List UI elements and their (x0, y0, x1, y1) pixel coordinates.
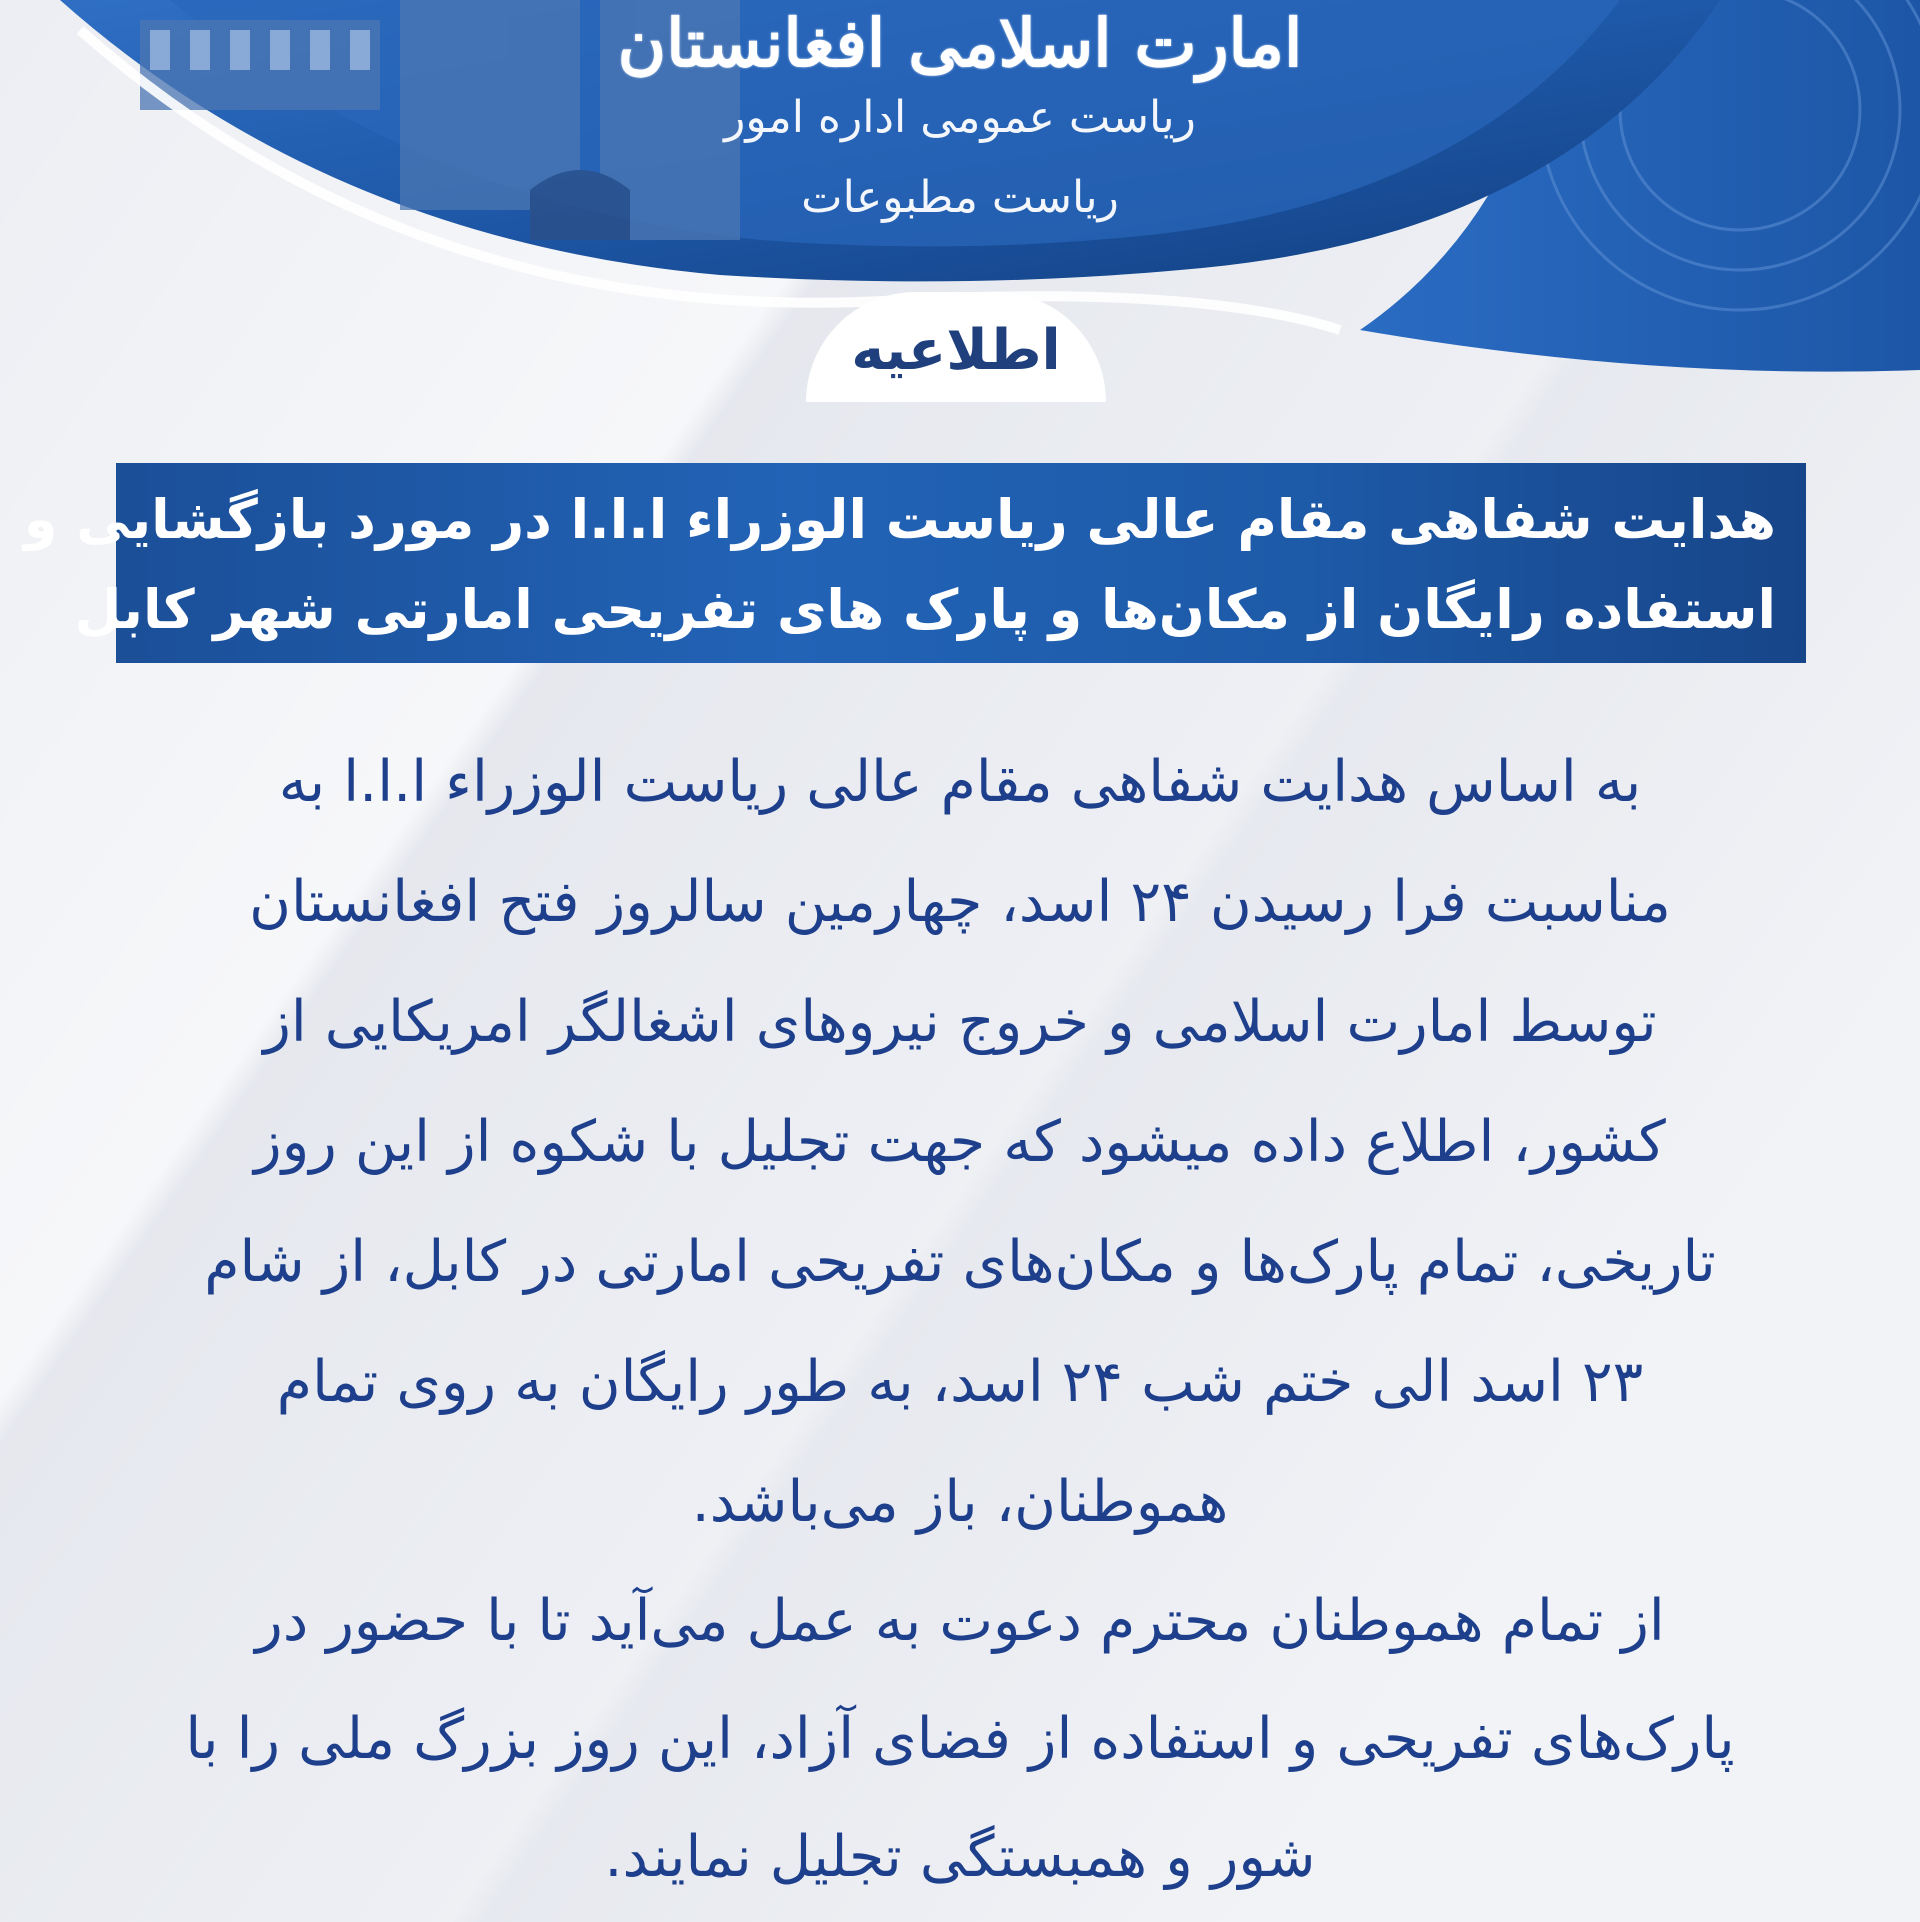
body-line: هموطنان، باز می‌باشد. (691, 1469, 1229, 1535)
header-subtitle-admin: ریاست عمومی اداره امور (724, 92, 1196, 143)
header-subtitle-press: ریاست مطبوعات (801, 172, 1119, 223)
body-line: مناسبت فرا رسیدن ۲۴ اسد، چهارمین سالروز فتح افغانستان (249, 869, 1671, 935)
notice-badge-label: اطلاعیه (851, 318, 1061, 383)
body-line: شور و همبستگی تجلیل نمایند. (604, 1824, 1316, 1890)
header-title: امارت اسلامی افغانستان (617, 4, 1303, 82)
body-line: پارک‌های تفریحی و استفاده از فضای آزاد، این روز بزرگ ملی را با (185, 1706, 1735, 1772)
headline-line: هدایت شفاهی مقام عالی ریاست الوزراء ا.ا.ا در مورد بازگشایی و (23, 488, 1776, 551)
headline-box (23, 463, 1806, 663)
body-line: توسط امارت اسلامی و خروج نیروهای اشغالگر امریکایی از (263, 989, 1657, 1055)
body-line: از تمام هموطنان محترم دعوت به عمل می‌آید تا با حضور در (255, 1588, 1665, 1654)
body-line: به اساس هدایت شفاهی مقام عالی ریاست الوزراء ا.ا.ا به (278, 749, 1642, 815)
announcement-body (90, 722, 1830, 1916)
headline-line: استفاده رایگان از مکان‌ها و پارک های تفریحی امارتی شهر کابل (74, 578, 1776, 641)
body-line: ۲۳ اسد الی ختم شب ۲۴ اسد، به طور رایگان به روی تمام (276, 1349, 1644, 1415)
body-line: تاریخی، تمام پارک‌ها و مکان‌های تفریحی امارتی در کابل، از شام (204, 1229, 1716, 1295)
body-line: کشور، اطلاع داده میشود که جهت تجلیل با شکوه از این روز (254, 1109, 1666, 1175)
